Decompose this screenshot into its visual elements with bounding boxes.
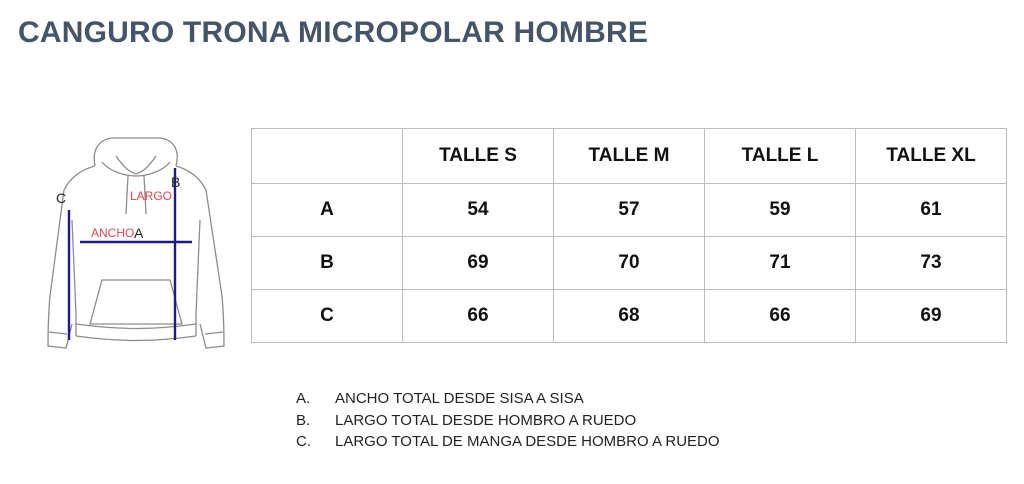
legend-letter: B. (296, 411, 311, 429)
table-cell: 69 (856, 290, 1007, 343)
page-title: CANGURO TRONA MICROPOLAR HOMBRE (18, 16, 649, 49)
letter-b: B (171, 174, 181, 190)
table-cell: 61 (856, 184, 1007, 237)
ancho-label: ANCHO (91, 226, 135, 240)
table-row (252, 184, 1007, 237)
legend-text: ANCHO TOTAL DESDE SISA A SISA (335, 390, 584, 407)
table-cell: 57 (554, 184, 705, 237)
row-label: B (252, 237, 403, 290)
header-cell-talle-xl: TALLE XL (856, 129, 1007, 184)
table-cell: 66 (705, 290, 856, 343)
table-row (252, 237, 1007, 290)
legend-item (296, 410, 720, 432)
measurement-legend (296, 388, 720, 453)
table-row (252, 290, 1007, 343)
table-cell: 59 (705, 184, 856, 237)
table-cell: 69 (403, 237, 554, 290)
table-cell: 68 (554, 290, 705, 343)
table-cell: 73 (856, 237, 1007, 290)
header-cell-talle-m: TALLE M (554, 129, 705, 184)
legend-letter: C. (296, 433, 311, 450)
table-header-row (252, 129, 1007, 184)
largo-label: LARGO (130, 189, 173, 203)
header-cell-empty (252, 129, 403, 184)
row-label: C (252, 290, 403, 343)
legend-item (296, 388, 720, 410)
header-cell-talle-l: TALLE L (705, 129, 856, 184)
table-cell: 71 (705, 237, 856, 290)
letter-c: C (56, 190, 67, 206)
legend-text: LARGO TOTAL DE MANGA DESDE HOMBRO A RUEDO (335, 433, 720, 450)
header-cell-talle-s: TALLE S (403, 129, 554, 184)
legend-item (296, 431, 720, 453)
size-chart-table (251, 128, 1007, 343)
row-label: A (252, 184, 403, 237)
letter-a: A (134, 225, 144, 241)
legend-text: LARGO TOTAL DESDE HOMBRO A RUEDO (335, 411, 637, 429)
legend-letter: A. (296, 390, 311, 407)
table-cell: 54 (403, 184, 554, 237)
hoodie-measurement-diagram (40, 128, 240, 358)
table-cell: 70 (554, 237, 705, 290)
table-cell: 66 (403, 290, 554, 343)
